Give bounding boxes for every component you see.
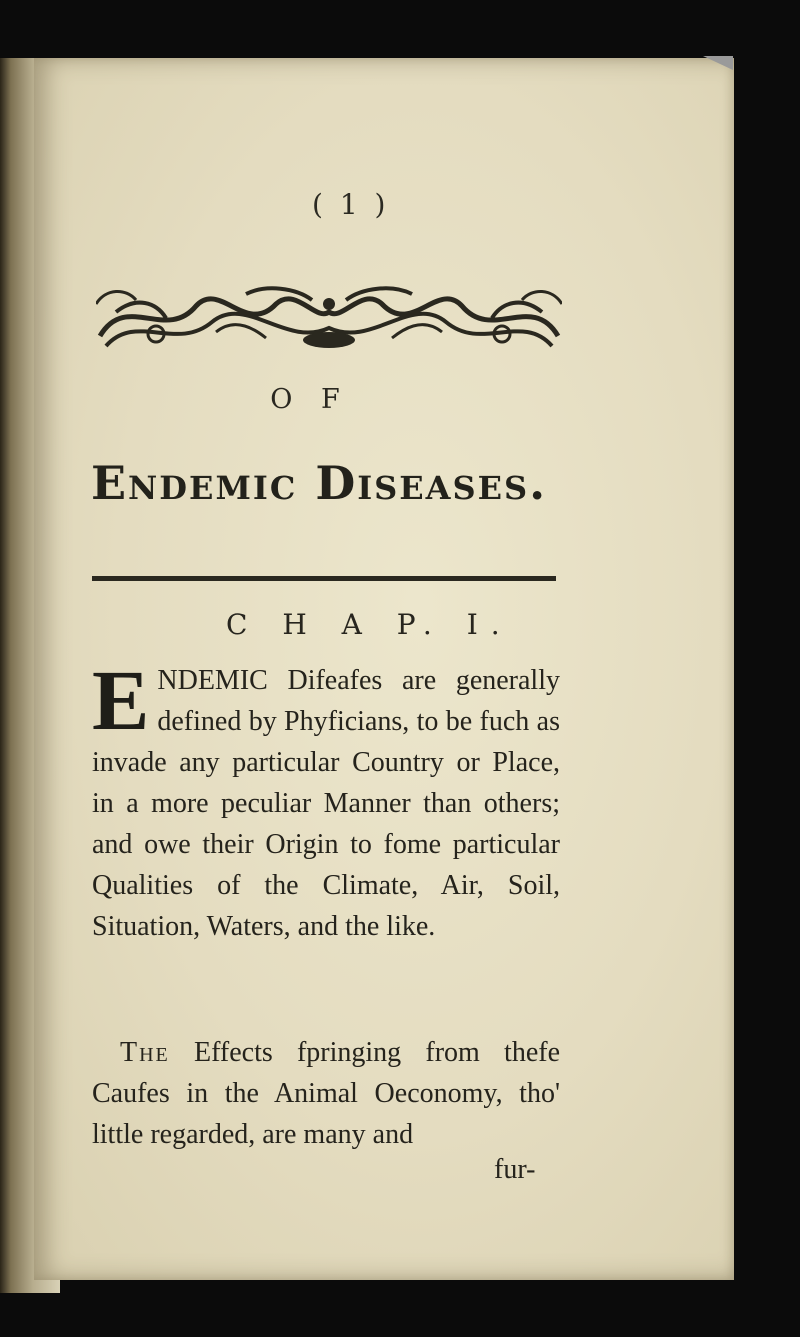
- page-number: ( 1 ): [312, 188, 390, 221]
- paragraph-1: [92, 652, 560, 947]
- paragraph-1-text: NDEMIC Difeafes are generally defined by Phyficians, to be fuch as invade any particular Country or Place, in a more peculiar Manner than others; and owe their Origin to fome particular Qualities of the Climate, Air, Soil, Situation, Waters, and the like.: [92, 665, 560, 942]
- paragraph-2: [92, 1032, 560, 1155]
- drop-cap: E: [92, 652, 150, 748]
- page-title: Endemic Diseases.: [91, 456, 548, 510]
- section-label: O F: [270, 384, 350, 415]
- headpiece-ornament: [96, 282, 562, 352]
- catchword: fur-: [494, 1154, 536, 1185]
- chapter-heading: C H A P. I.: [226, 608, 513, 641]
- paragraph-2-text: Effects fpringing from thefe Caufes in the Animal Oeconomy, tho' little regarded, are many and: [92, 1037, 560, 1150]
- paragraph-2-lead: The: [120, 1037, 170, 1068]
- divider-rule: [92, 576, 556, 581]
